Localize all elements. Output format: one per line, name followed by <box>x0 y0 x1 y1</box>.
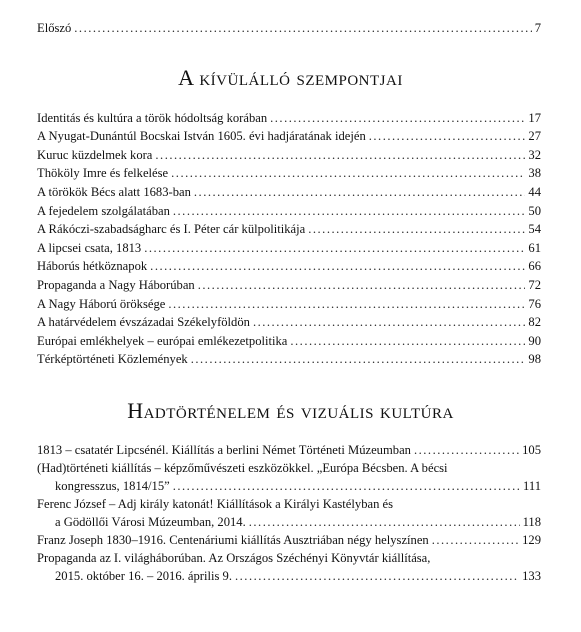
toc-entry-title: A határvédelem évszázadai Székelyföldön <box>37 315 250 329</box>
toc-entry-title-line2: kongresszus, 1814/15” <box>55 479 170 493</box>
toc-entry-page: 133 <box>522 569 541 583</box>
dot-leader <box>290 333 525 349</box>
dot-leader <box>173 203 526 219</box>
toc-entry-page: 50 <box>528 204 541 218</box>
toc-entry-page: 118 <box>522 515 541 529</box>
toc-entry[interactable] <box>37 351 541 367</box>
toc-entry[interactable] <box>37 314 541 330</box>
dot-leader <box>171 165 525 181</box>
dot-leader <box>168 296 525 312</box>
toc-entry-title: A fejedelem szolgálatában <box>37 204 170 218</box>
toc-entry-title-line1: (Had)történeti kiállítás – képzőművészeti eszközökkel. „Európa Bécsben. A bécsi <box>37 461 448 475</box>
toc-entry-title: Propaganda a Nagy Háborúban <box>37 278 195 292</box>
toc-entry[interactable] <box>55 568 541 584</box>
dot-leader <box>173 478 520 494</box>
dot-leader <box>369 128 526 144</box>
toc-entry-preface[interactable] <box>37 20 541 36</box>
toc-entry-title: A Nagy Háború öröksége <box>37 297 166 311</box>
toc-entry[interactable] <box>37 277 541 293</box>
dot-leader <box>432 532 519 548</box>
toc-entry-title: Kuruc küzdelmek kora <box>37 148 153 162</box>
toc-entry[interactable] <box>37 110 541 126</box>
toc-entry-title: Identitás és kultúra a török hódoltság korában <box>37 111 268 125</box>
toc-entry-title: Háborús hétköznapok <box>37 259 148 273</box>
toc-entry-page: 90 <box>528 334 541 348</box>
toc-entry-title: A Rákóczi-szabadságharc és I. Péter cár külpolitikája <box>37 222 306 236</box>
toc-entry-title-line2: 2015. október 16. – 2016. április 9. <box>55 569 232 583</box>
toc-entry-title: A törökök Bécs alatt 1683-ban <box>37 185 191 199</box>
dot-leader <box>150 258 525 274</box>
toc-entry-title: A lipcsei csata, 1813 <box>37 241 142 255</box>
toc-entry-title: Térképtörténeti Közlemények <box>37 352 188 366</box>
dot-leader <box>74 20 531 36</box>
toc-entry-page: 17 <box>528 111 541 125</box>
toc-entry-title: Európai emlékhelyek – európai emlékezetpolitika <box>37 334 288 348</box>
toc-entry-title-line2: a Gödöllői Városi Múzeumban, 2014. <box>55 515 246 529</box>
toc-entry-page: 54 <box>528 222 541 236</box>
toc-entry[interactable] <box>37 333 541 349</box>
toc-entry-page: 66 <box>528 259 541 273</box>
toc-entry[interactable] <box>37 203 541 219</box>
toc-entry[interactable] <box>37 296 541 312</box>
toc-entry[interactable] <box>55 478 541 494</box>
dot-leader <box>235 568 519 584</box>
toc-entry-title: Előszó <box>37 21 72 35</box>
toc-entry-page: 105 <box>522 443 541 457</box>
toc-entry[interactable] <box>37 147 541 163</box>
toc-entry-page: 32 <box>528 148 541 162</box>
section-heading-military-history-visual-culture: Hadtörténelem és vizuális kultúra <box>127 398 454 423</box>
toc-entry-page: 72 <box>528 278 541 292</box>
toc-entry-page: 129 <box>522 533 541 547</box>
toc-entry[interactable] <box>37 221 541 237</box>
toc-entry-title-line1: Ferenc József – Adj király katonát! Kiállítások a Királyi Kastélyban és <box>37 497 394 511</box>
dot-leader <box>270 110 525 126</box>
toc-entry-page: 44 <box>528 185 541 199</box>
toc-entry-page: 98 <box>528 352 541 366</box>
toc-entry[interactable] <box>37 184 541 200</box>
toc-entry[interactable] <box>37 532 541 548</box>
toc-entry-page: 82 <box>528 315 541 329</box>
toc-entry-title: A Nyugat-Dunántúl Bocskai István 1605. évi hadjáratának idején <box>37 129 366 143</box>
toc-entry-page: 61 <box>528 241 541 255</box>
dot-leader <box>253 314 525 330</box>
toc-entry-title: Thököly Imre és felkelése <box>37 166 169 180</box>
section-heading-outsider-perspectives: A kívülálló szempontjai <box>178 65 403 90</box>
toc-entry[interactable] <box>37 240 541 256</box>
dot-leader <box>249 514 520 530</box>
dot-leader <box>414 442 519 458</box>
dot-leader <box>194 184 526 200</box>
toc-entry-page: 27 <box>528 129 541 143</box>
toc-entry[interactable] <box>37 258 541 274</box>
dot-leader <box>191 351 526 367</box>
toc-entry[interactable] <box>37 128 541 144</box>
toc-entry[interactable] <box>37 442 541 458</box>
toc-entry-page: 111 <box>523 479 541 493</box>
dot-leader <box>144 240 525 256</box>
toc-entry-title: Franz Joseph 1830–1916. Centenáriumi kiállítás Ausztriában négy helyszínen <box>37 533 429 547</box>
dot-leader <box>155 147 525 163</box>
toc-entry[interactable] <box>55 514 541 530</box>
dot-leader <box>198 277 526 293</box>
toc-entry[interactable] <box>37 165 541 181</box>
toc-entry-page: 7 <box>534 21 541 35</box>
toc-entry-title-line1: Propaganda az I. világháborúban. Az Országos Széchényi Könyvtár kiállítása, <box>37 551 431 565</box>
toc-entry-title: 1813 – csatatér Lipcsénél. Kiállítás a berlini Német Történeti Múzeumban <box>37 443 411 457</box>
dot-leader <box>308 221 525 237</box>
toc-entry-page: 38 <box>528 166 541 180</box>
toc-entry-page: 76 <box>528 297 541 311</box>
